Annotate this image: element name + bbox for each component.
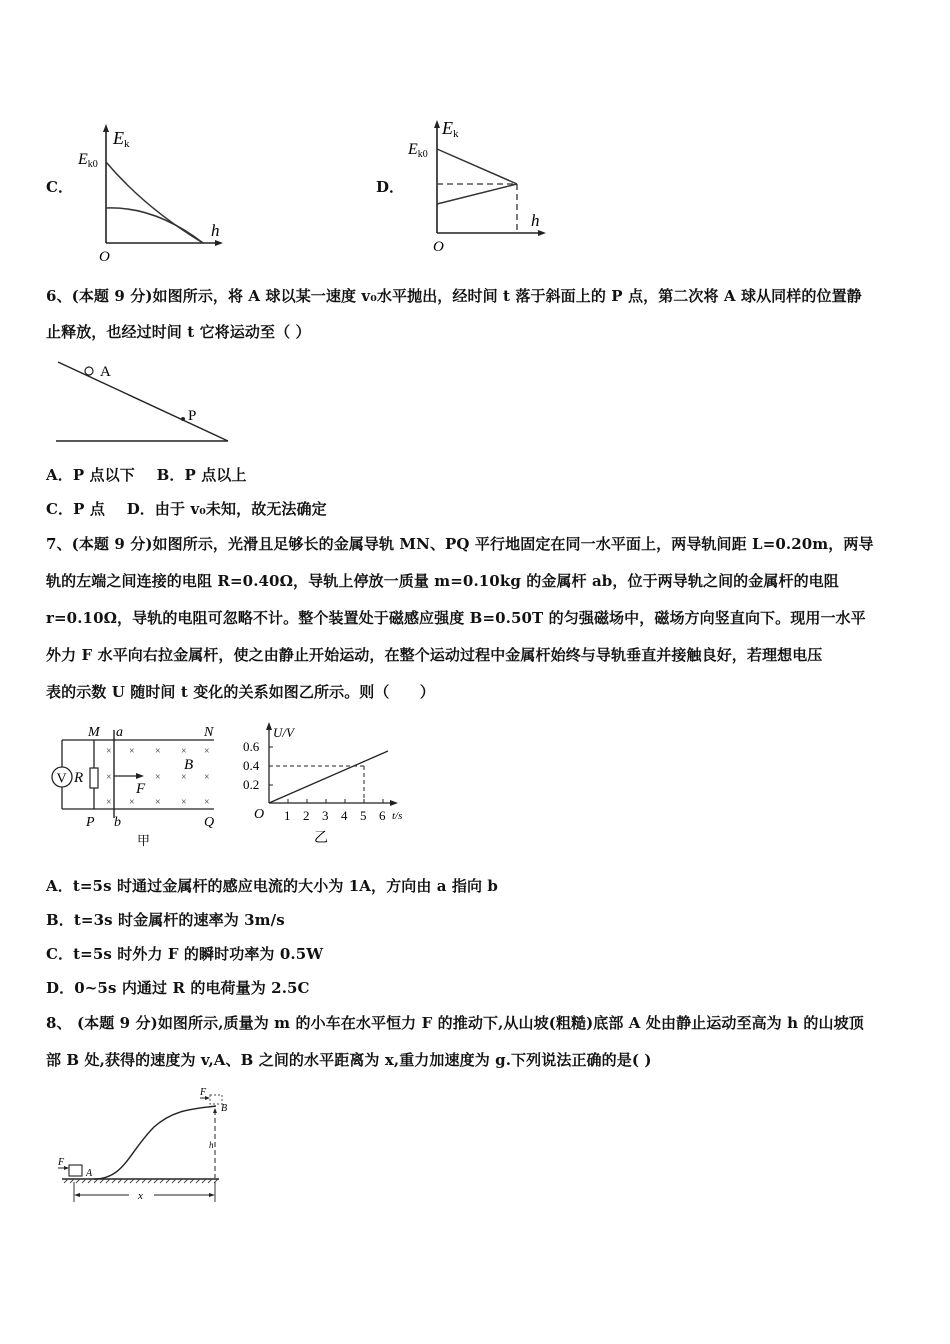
option-c-label: C．	[46, 945, 74, 963]
svg-text:2: 2	[303, 808, 310, 823]
svg-text:R: R	[74, 770, 84, 786]
option-c-label: C．	[46, 500, 74, 518]
svg-text:O: O	[433, 239, 444, 255]
magnetic-field-marks	[106, 746, 210, 808]
svg-text:A: A	[100, 364, 111, 380]
svg-text:Ek0: Ek0	[408, 141, 428, 160]
svg-text:P: P	[188, 408, 197, 424]
svg-text:V: V	[56, 771, 67, 787]
svg-text:1: 1	[284, 808, 291, 823]
q7-stem-line-4: 外力 F 水平向右拉金属杆，使之由静止开始运动，在整个运动过程中金属杆始终与导轨垂直并接触良好，若理想电压	[46, 646, 823, 664]
svg-text:×: ×	[181, 746, 187, 757]
svg-text:0.4: 0.4	[243, 758, 260, 773]
svg-text:O: O	[99, 249, 110, 265]
q5-graph-d	[400, 112, 560, 257]
svg-text:h: h	[209, 1140, 214, 1150]
svg-text:Ek: Ek	[442, 118, 459, 140]
q6-stem-line-1: 6、(本题 9 分)如图所示，将 A 球以某一速度 v₀水平抛出，经时间 t 落于斜面上的 P 点，第二次将 A 球从同样的位置静	[46, 287, 862, 305]
svg-text:乙: 乙	[314, 831, 328, 846]
q8-hill-figure	[54, 1082, 229, 1207]
svg-text:5: 5	[360, 808, 367, 823]
svg-text:a: a	[116, 725, 123, 740]
cart-icon	[69, 1165, 82, 1176]
option-label: C．	[46, 178, 73, 196]
option-c-text: t=5s 时外力 F 的瞬时功率为 0.5W	[73, 945, 324, 963]
svg-text:×: ×	[155, 797, 161, 808]
option-label: D．	[376, 178, 405, 196]
option-a-text: P 点以下	[72, 466, 135, 484]
q8-stem-line-2: 部 B 处,获得的速度为 v,A、B 之间的水平距离为 x,重力加速度为 g.下列说法正确的是( )	[46, 1051, 652, 1069]
point-p-icon	[181, 417, 185, 421]
q6-options-row-1	[46, 465, 247, 485]
q7-stem-line-2: 轨的左端之间连接的电阻 R=0.40Ω，导轨上停放一质量 m=0.10kg 的金属杆 ab，位于两导轨之间的金属杆的电阻	[46, 572, 839, 590]
q7-stem-line-3: r=0.10Ω，导轨的电阻可忽略不计。整个装置处于磁感应强度 B=0.50T 的匀强磁场中，磁场方向竖直向下。现用一水平	[46, 609, 866, 627]
svg-text:P: P	[86, 815, 95, 830]
svg-text:×: ×	[204, 797, 210, 808]
svg-text:Q: Q	[204, 815, 215, 830]
q7-option-d	[46, 978, 310, 998]
option-d-text: 由于 v₀未知，故无法确定	[154, 500, 327, 518]
svg-text:×: ×	[204, 772, 210, 783]
svg-text:O: O	[254, 807, 265, 822]
svg-text:×: ×	[204, 746, 210, 757]
svg-text:U/V: U/V	[273, 725, 294, 740]
svg-text:4: 4	[341, 808, 348, 823]
option-b-text: t=3s 时金属杆的速率为 3m/s	[73, 911, 285, 929]
svg-text:b: b	[114, 815, 121, 830]
option-b-label: B．	[46, 911, 74, 929]
q7-ut-chart	[232, 718, 417, 853]
svg-text:3: 3	[322, 808, 329, 823]
svg-text:Ek0: Ek0	[78, 151, 98, 170]
option-a-text: t=5s 时通过金属杆的感应电流的大小为 1A，方向由 a 指向 b	[72, 877, 499, 895]
ut-data-line	[269, 751, 388, 803]
svg-text:×: ×	[129, 746, 135, 757]
svg-text:×: ×	[181, 797, 187, 808]
svg-text:×: ×	[106, 746, 112, 757]
svg-text:F: F	[136, 781, 146, 797]
svg-text:×: ×	[181, 772, 187, 783]
svg-text:F: F	[58, 1157, 65, 1168]
svg-text:N: N	[204, 725, 214, 740]
q8-stem-line-1: 8、 (本题 9 分)如图所示,质量为 m 的小车在水平恒力 F 的推动下,从山坡(粗糙)底部 A 处由静止运动至高为 h 的山坡顶	[46, 1014, 864, 1032]
option-b-label: B．	[156, 466, 185, 484]
svg-text:x: x	[138, 1190, 143, 1202]
q7-stem-line-5: 表的示数 U 随时间 t 变化的关系如图乙所示。则（ ）	[46, 683, 435, 701]
svg-text:6: 6	[379, 808, 386, 823]
svg-text:甲: 甲	[137, 833, 151, 848]
svg-text:M: M	[88, 725, 100, 740]
svg-text:0.6: 0.6	[243, 739, 260, 754]
q7-option-c	[46, 944, 323, 964]
svg-text:×: ×	[155, 746, 161, 757]
svg-text:h: h	[211, 221, 220, 240]
option-a-label: A．	[46, 877, 73, 895]
svg-text:0.2: 0.2	[243, 777, 260, 792]
q7-option-a	[46, 876, 498, 896]
svg-text:×: ×	[106, 797, 112, 808]
option-c-text: P 点	[73, 500, 105, 518]
option-b-text: P 点以上	[184, 466, 247, 484]
svg-text:×: ×	[129, 797, 135, 808]
ball-a-icon	[85, 367, 93, 375]
q7-option-b	[46, 910, 285, 930]
svg-text:×: ×	[106, 772, 112, 783]
q7-circuit-figure	[44, 718, 224, 853]
q6-incline-figure	[50, 355, 240, 450]
svg-text:F: F	[200, 1087, 207, 1098]
option-d-label: D．	[126, 500, 155, 518]
svg-text:h: h	[531, 211, 540, 230]
q7-stem-line-1: 7、(本题 9 分)如图所示，光滑且足够长的金属导轨 MN、PQ 平行地固定在同一水平面上，两导轨间距 L=0.20m，两导	[46, 535, 874, 553]
resistor-icon	[90, 768, 98, 788]
option-d-label: D．	[46, 979, 75, 997]
svg-text:×: ×	[155, 772, 161, 783]
y-axis-label: Ek	[113, 128, 130, 150]
q6-options-row-2	[46, 499, 327, 519]
option-d-text: 0~5s 内通过 R 的电荷量为 2.5C	[74, 979, 310, 997]
q5-graph-c	[75, 118, 235, 268]
svg-text:t/s: t/s	[392, 810, 403, 822]
svg-text:A: A	[86, 1168, 93, 1179]
q6-stem-line-2: 止释放，也经过时间 t 它将运动至（ ）	[46, 323, 311, 341]
svg-text:B: B	[184, 757, 194, 773]
svg-text:B: B	[221, 1103, 228, 1114]
option-a-label: A．	[46, 466, 73, 484]
q5-option-c	[46, 176, 73, 197]
